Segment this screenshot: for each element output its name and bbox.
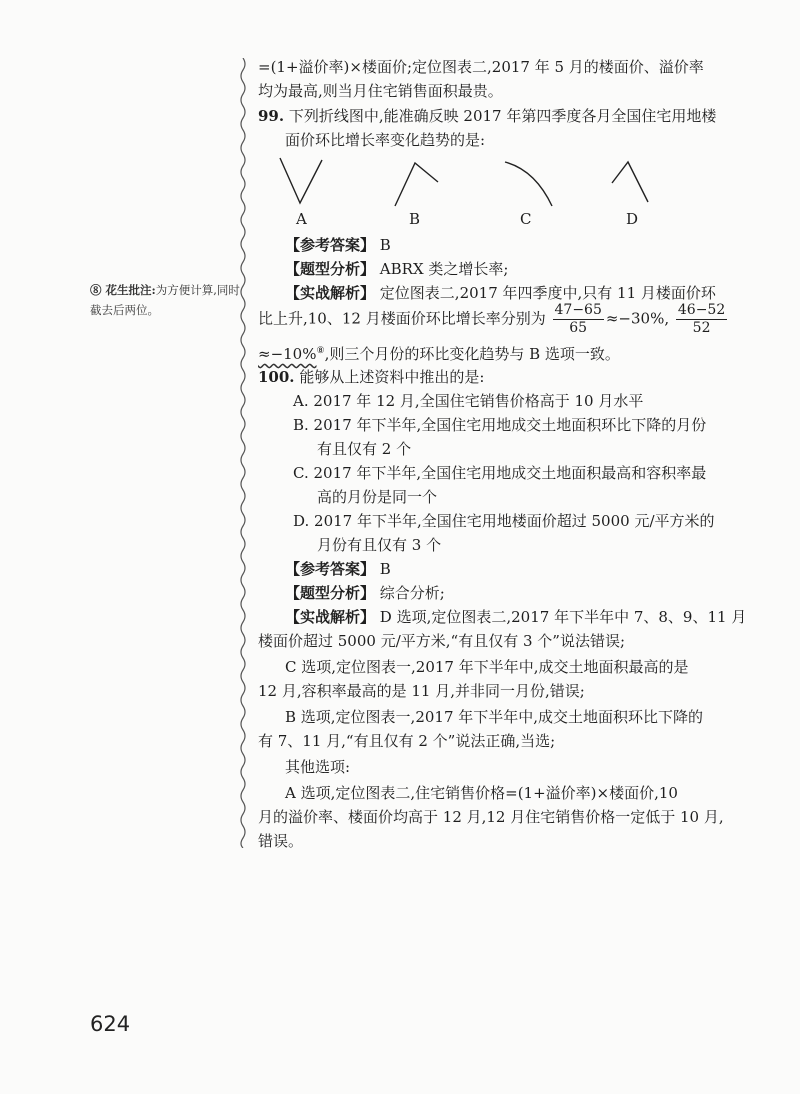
q99-stem-line-2: 面价环比增长率变化趋势的是: — [285, 131, 486, 149]
q99-analysis-text-2: 比上升,10、12 月楼面价环比增长率分别为 — [258, 309, 546, 328]
q99-stem-line-1 — [258, 105, 716, 127]
q100-analysis-c-2: 12 月,容积率最高的是 11 月,并非同一月份,错误; — [258, 682, 585, 700]
type-tag: 【题型分析】 — [285, 260, 376, 278]
q100-analysis-c-1: C 选项,定位图表一,2017 年下半年中,成交土地面积最高的是 — [285, 658, 689, 676]
q100-type-row — [285, 582, 445, 604]
q99-analysis-row-3 — [258, 340, 620, 365]
q99-analysis-row-2 — [258, 302, 729, 337]
q99-number: 99. — [258, 107, 285, 125]
q100-option-c-line-2: 高的月份是同一个 — [317, 488, 438, 506]
q100-stem-row — [258, 366, 484, 388]
option-b-sketch — [395, 163, 438, 206]
annotation-label: 花生批注: — [105, 283, 156, 297]
q100-analysis-a-1: A 选项,定位图表二,住宅销售价格=(1+溢价率)×楼面价,10 — [285, 784, 678, 802]
fraction-2-denominator: 52 — [692, 320, 711, 336]
annotation-text: 为方便计算,同时截去后两位。 — [90, 283, 240, 317]
fraction-1-numerator: 47−65 — [554, 302, 602, 318]
fraction-1 — [553, 302, 604, 337]
q99-answer: B — [379, 236, 391, 254]
q100-option-a: A. 2017 年 12 月,全国住宅销售价格高于 10 月水平 — [293, 392, 644, 410]
option-c-sketch — [505, 162, 552, 206]
q100-analysis-row-1 — [285, 606, 746, 628]
q100-option-d-line-2: 月份有且仅有 3 个 — [317, 536, 442, 554]
footnote-marker: ⑧ — [90, 283, 102, 297]
intro-line-1: =(1+溢价率)×楼面价;定位图表二,2017 年 5 月的楼面价、溢价率 — [258, 58, 704, 76]
analysis-tag: 【实战解析】 — [285, 608, 376, 626]
option-d-label: D — [626, 210, 639, 228]
q99-analysis-row-1 — [285, 282, 716, 304]
q100-number: 100. — [258, 368, 295, 386]
answer-tag: 【参考答案】 — [285, 236, 376, 254]
side-annotation — [90, 280, 240, 320]
q100-answer: B — [379, 560, 391, 578]
q100-type: 综合分析; — [379, 584, 445, 602]
q99-stem-text-1: 下列折线图中,能准确反映 2017 年第四季度各月全国住宅用地楼 — [288, 107, 717, 125]
option-d-sketch — [612, 162, 648, 202]
answer-tag: 【参考答案】 — [285, 560, 376, 578]
fraction-2 — [676, 302, 727, 337]
approx-value-2: ≈−10% — [258, 345, 317, 363]
q100-option-c-line-1: C. 2017 年下半年,全国住宅用地成交土地面积最高和容积率最 — [293, 464, 707, 482]
q100-other-options-label: 其他选项: — [285, 758, 351, 776]
q100-analysis-d-1: D 选项,定位图表二,2017 年下半年中 7、8、9、11 月 — [379, 608, 747, 626]
q100-answer-row — [285, 558, 391, 580]
option-b-label: B — [409, 210, 421, 228]
footnote-ref: ⑧ — [316, 346, 325, 356]
option-a-sketch — [280, 158, 322, 203]
q100-stem: 能够从上述资料中推出的是: — [299, 368, 485, 386]
type-tag: 【题型分析】 — [285, 584, 376, 602]
fraction-1-denominator: 65 — [569, 320, 588, 336]
q99-type-row — [285, 258, 508, 280]
margin-wavy-line — [238, 58, 248, 848]
q100-option-d-line-1: D. 2017 年下半年,全国住宅用地楼面价超过 5000 元/平方米的 — [293, 512, 715, 530]
q99-answer-row — [285, 234, 391, 256]
q100-analysis-a-3: 错误。 — [258, 832, 304, 850]
q100-analysis-b-1: B 选项,定位图表一,2017 年下半年中,成交土地面积环比下降的 — [285, 708, 704, 726]
intro-line-2: 均为最高,则当月住宅销售面积最贵。 — [258, 82, 503, 100]
q100-analysis-d-2: 楼面价超过 5000 元/平方米,“有且仅有 3 个”说法错误; — [258, 632, 626, 650]
analysis-tag: 【实战解析】 — [285, 284, 376, 302]
q99-analysis-text-3: ,则三个月份的环比变化趋势与 B 选项一致。 — [324, 345, 620, 363]
q100-analysis-b-2: 有 7、11 月,“有且仅有 2 个”说法正确,当选; — [258, 732, 556, 750]
q99-analysis-text-1: 定位图表二,2017 年四季度中,只有 11 月楼面价环 — [379, 284, 716, 302]
approx-value-1: ≈−30%, — [605, 309, 670, 328]
q99-type: ABRX 类之增长率; — [379, 260, 509, 278]
q100-analysis-a-2: 月的溢价率、楼面价均高于 12 月,12 月住宅销售价格一定低于 10 月, — [258, 808, 724, 826]
option-a-label: A — [296, 210, 307, 228]
option-c-label: C — [520, 210, 532, 228]
q100-option-b-line-2: 有且仅有 2 个 — [317, 440, 412, 458]
q100-option-b-line-1: B. 2017 年下半年,全国住宅用地成交土地面积环比下降的月份 — [293, 416, 707, 434]
page-number: 624 — [90, 1012, 131, 1036]
fraction-2-numerator: 46−52 — [677, 302, 726, 318]
